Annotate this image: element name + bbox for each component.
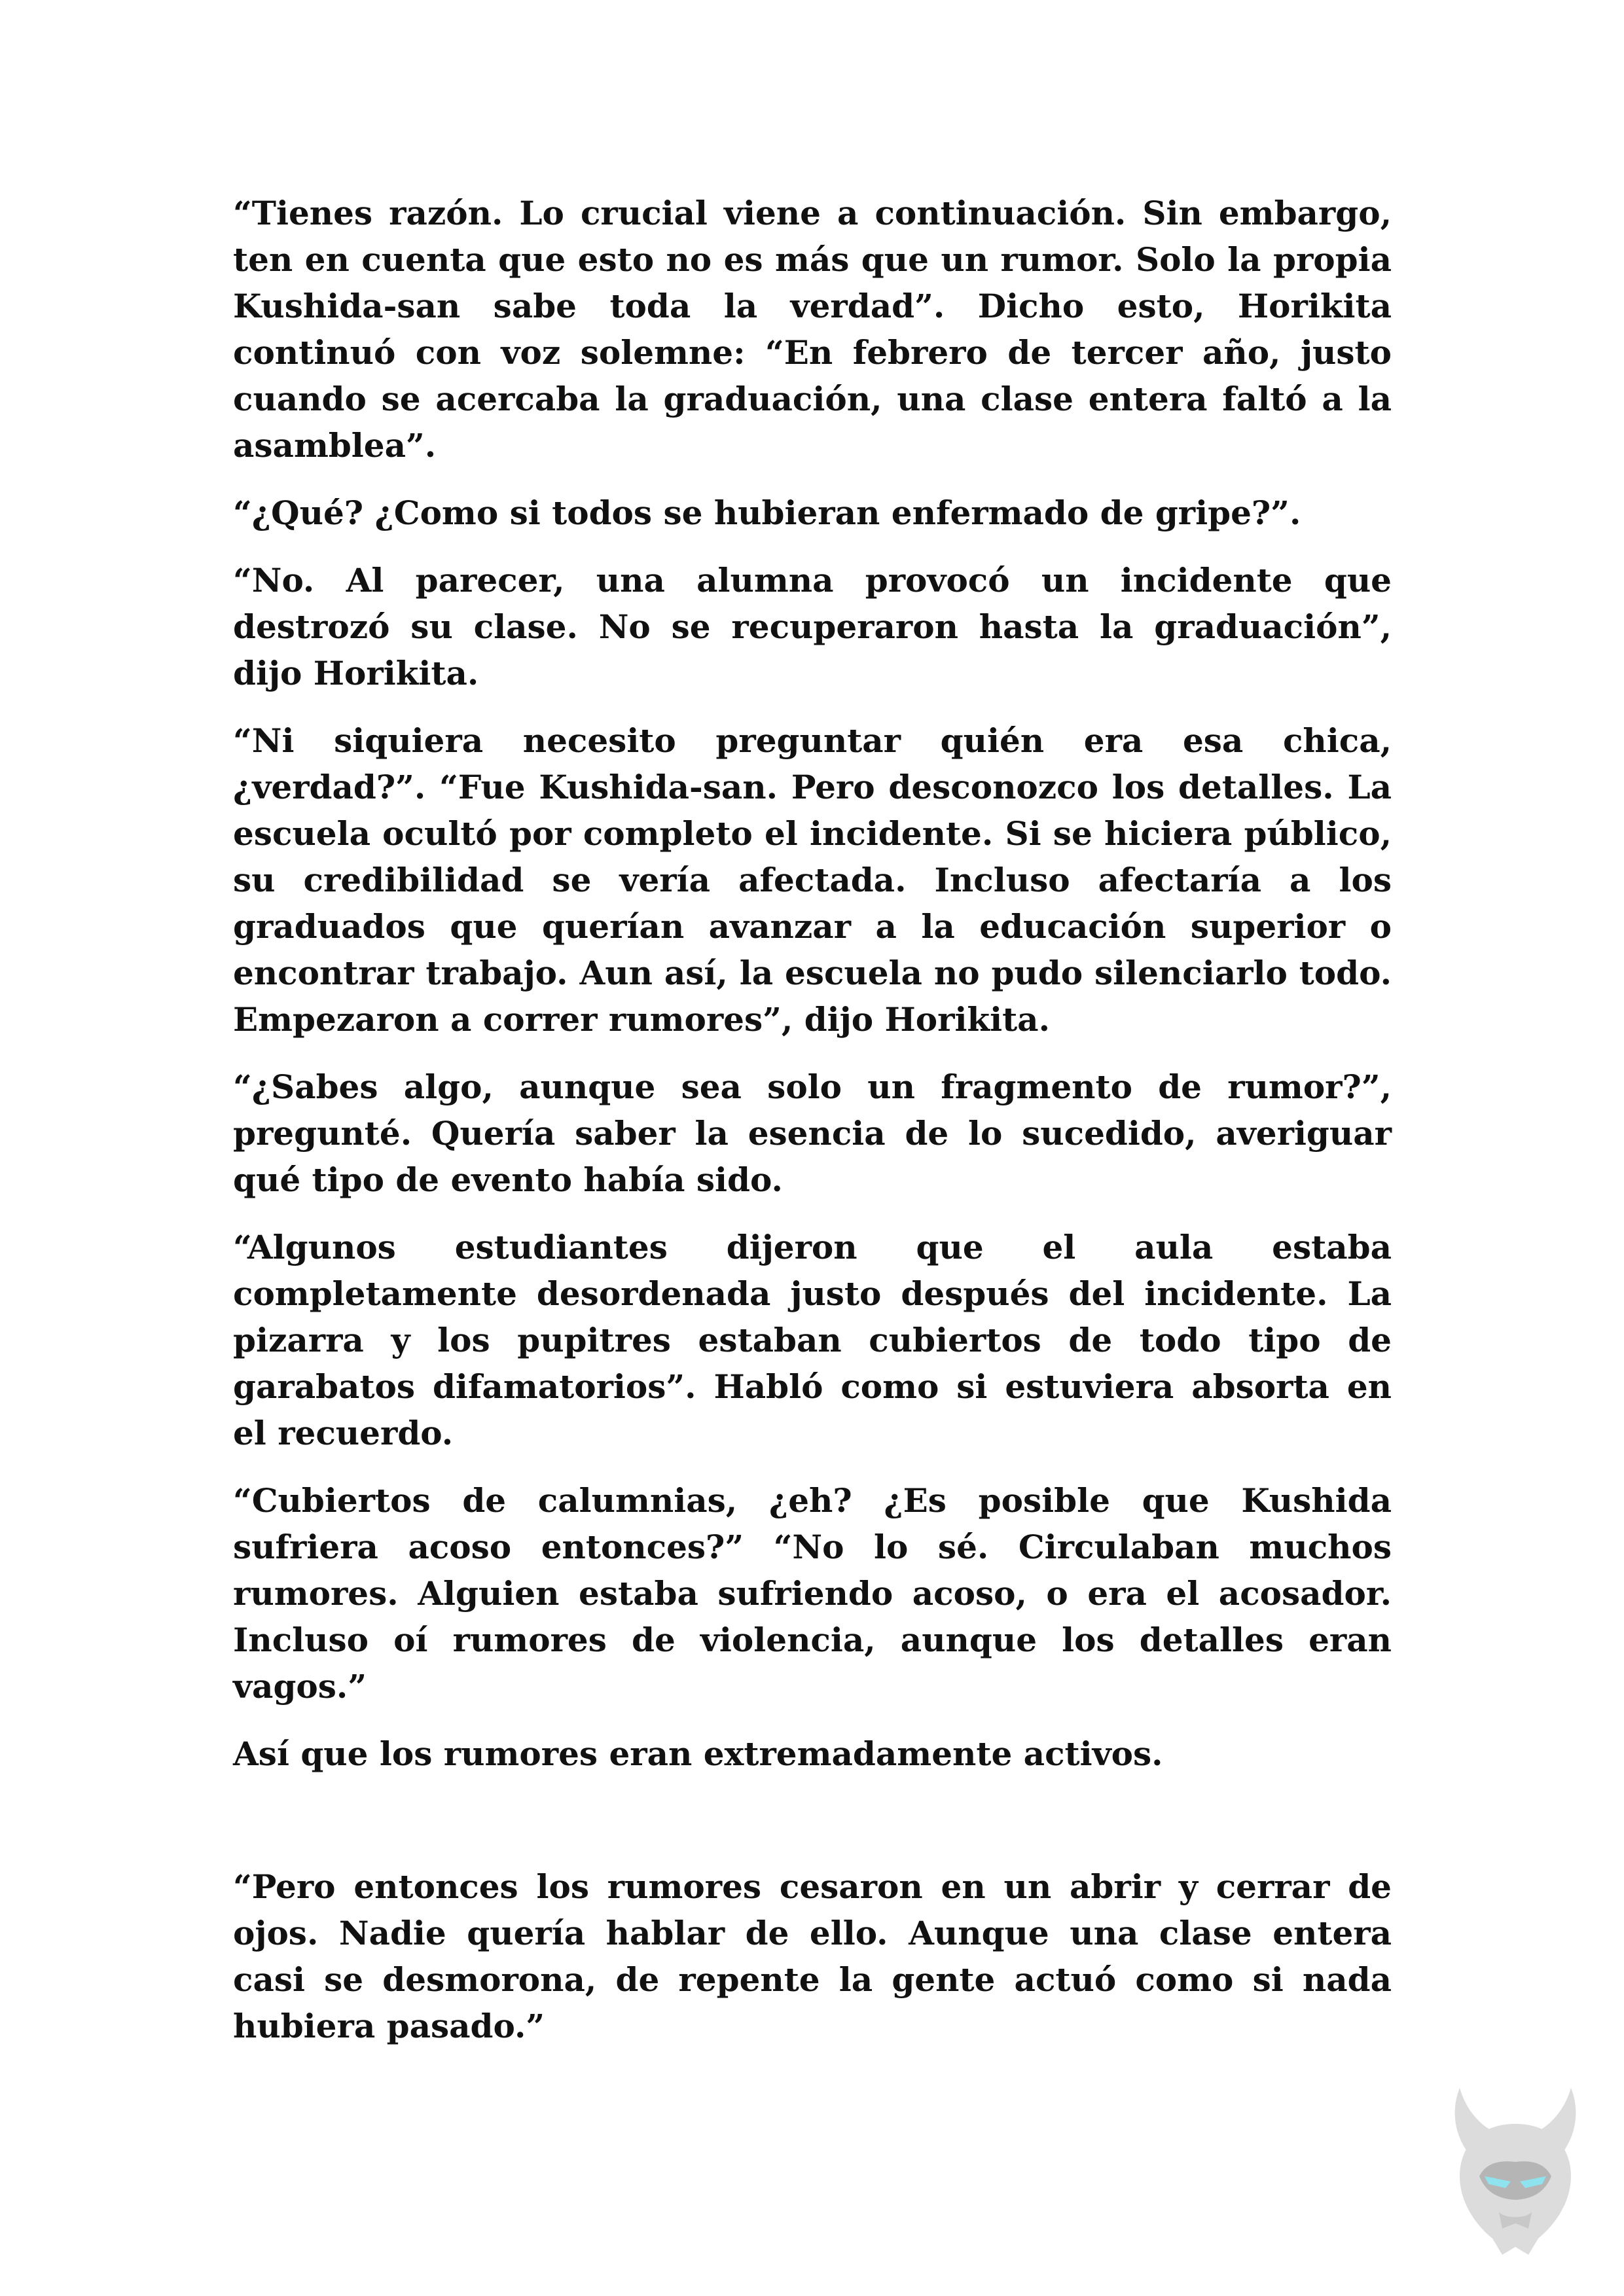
document-body <box>233 190 1392 2070</box>
paragraph-6: “Algunos estudiantes dijeron que el aula estaba completamente desordenada justo después del incidente. La pizarra y los pupitres estaban cubiertos de todo tipo de garabatos difamatorios”. Habló como si estuviera absorta en el recuerdo. <box>233 1228 1392 1452</box>
paragraph-9: “Pero entonces los rumores cesaron en un abrir y cerrar de ojos. Nadie quería hablar de ello. Aunque una clase entera casi se desmorona, de repente la gente actuó como si nada hubiera pasado.” <box>233 1867 1392 2045</box>
paragraph-5: “¿Sabes algo, aunque sea solo un fragmento de rumor?”, pregunté. Quería saber la esencia de lo sucedido, averiguar qué tipo de evento había sido. <box>233 1067 1392 1199</box>
paragraph-2: “¿Qué? ¿Como si todos se hubieran enfermado de gripe?”. <box>233 493 1301 532</box>
paragraph-4: “Ni siquiera necesito preguntar quién era esa chica, ¿verdad?”. “Fue Kushida-san. Pero desconozco los detalles. La escuela ocultó por completo el incidente. Si se hiciera público, su credibilidad se vería afectada. Incluso afectaría a los graduados que querían avanzar a la educación superior o encontrar trabajo. Aun así, la escuela no pudo silenciarlo todo. Empezaron a correr rumores”, dijo Horikita. <box>233 721 1392 1039</box>
demon-head-logo-icon <box>1440 2078 1591 2261</box>
paragraph-3: “No. Al parecer, una alumna provocó un incidente que destrozó su clase. No se recuperaron hasta la graduación”, dijo Horikita. <box>233 561 1392 692</box>
paragraph-1: “Tienes razón. Lo crucial viene a continuación. Sin embargo, ten en cuenta que esto no es más que un rumor. Solo la propia Kushida-san sabe toda la verdad”. Dicho esto, Horikita continuó con voz solemne: “En febrero de tercer año, justo cuando se acercaba la graduación, una clase entera faltó a la asamblea”. <box>233 194 1392 465</box>
paragraph-8: Así que los rumores eran extremadamente activos. <box>233 1734 1163 1773</box>
paragraph-7: “Cubiertos de calumnias, ¿eh? ¿Es posible que Kushida sufriera acoso entonces?” “No lo sé. Circulaban muchos rumores. Alguien estaba sufriendo acoso, o era el acosador. Incluso oí rumores de violencia, aunque los detalles eran vagos.” <box>233 1481 1392 1706</box>
